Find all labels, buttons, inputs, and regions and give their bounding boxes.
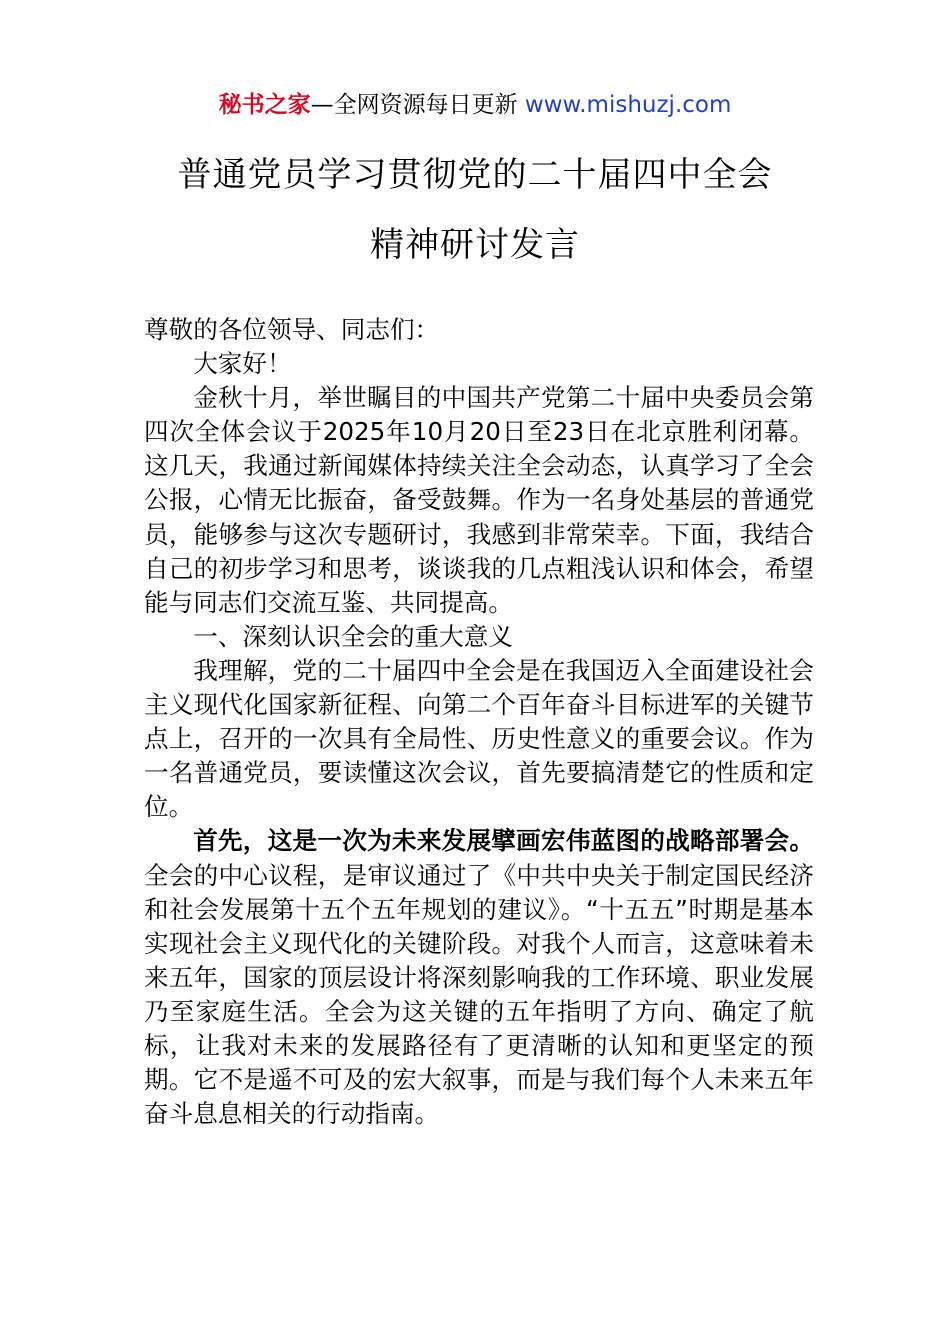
section-paragraph: 我理解，党的二十届四中全会是在我国迈入全面建设社会主义现代化国家新征程、向第二个百年奋斗目标进军的关键节点上，召开的一次具有全局性、历史性意义的重要会议。作为一名普通党员，要读懂这次会议，首先要搞清楚它的性质和定位。	[144, 655, 814, 822]
document-title-line1: 普通党员学习贯彻党的二十届四中全会	[177, 155, 773, 195]
point-paragraph	[144, 824, 814, 1131]
point-body-text: 全会的中心议程，是审议通过了《中共中央关于制定国民经济和社会发展第十五个五年规划的建议》。“十五五”时期是基本实现社会主义现代化的关键阶段。对我个人而言，这意味着未来五年，国家的顶层设计将深刻影响我的工作环境、职业发展乃至家庭生活。全会为这关键的五年指明了方向、确定了航标，让我对未来的发展路径有了更清晰的认知和更坚定的预期。它不是遥不可及的宏大叙事，而是与我们每个人未来五年奋斗息息相关的行动指南。	[144, 860, 814, 1129]
point-lead-bold: 首先，这是一次为未来发展擘画宏伟蓝图的战略部署会。	[193, 826, 814, 856]
section-heading: 一、深刻认识全会的重大意义	[193, 621, 513, 651]
intro-paragraph: 金秋十月，举世瞩目的中国共产党第二十届中央委员会第四次全体会议于2025年10月20日至23日在北京胜利闭幕。这几天，我通过新闻媒体持续关注全会动态，认真学习了全会公报，心情无比振奋，备受鼓舞。作为一名身处基层的普通党员，能够参与这次专题研讨，我感到非常荣幸。下面，我结合自己的初步学习和思考，谈谈我的几点粗浅认识和体会，希望能与同志们交流互鉴、共同提高。	[144, 383, 814, 617]
document-body	[144, 313, 814, 1131]
site-brand: 秘书之家	[218, 92, 311, 118]
greeting: 大家好！	[193, 349, 292, 379]
salutation: 尊敬的各位领导、同志们：	[144, 315, 440, 344]
document-title-line2: 精神研讨发言	[370, 225, 580, 265]
site-url-link[interactable]: www.mishuzj.com	[524, 92, 732, 118]
site-header	[0, 88, 950, 122]
site-tagline: —全网资源每日更新	[310, 92, 525, 118]
